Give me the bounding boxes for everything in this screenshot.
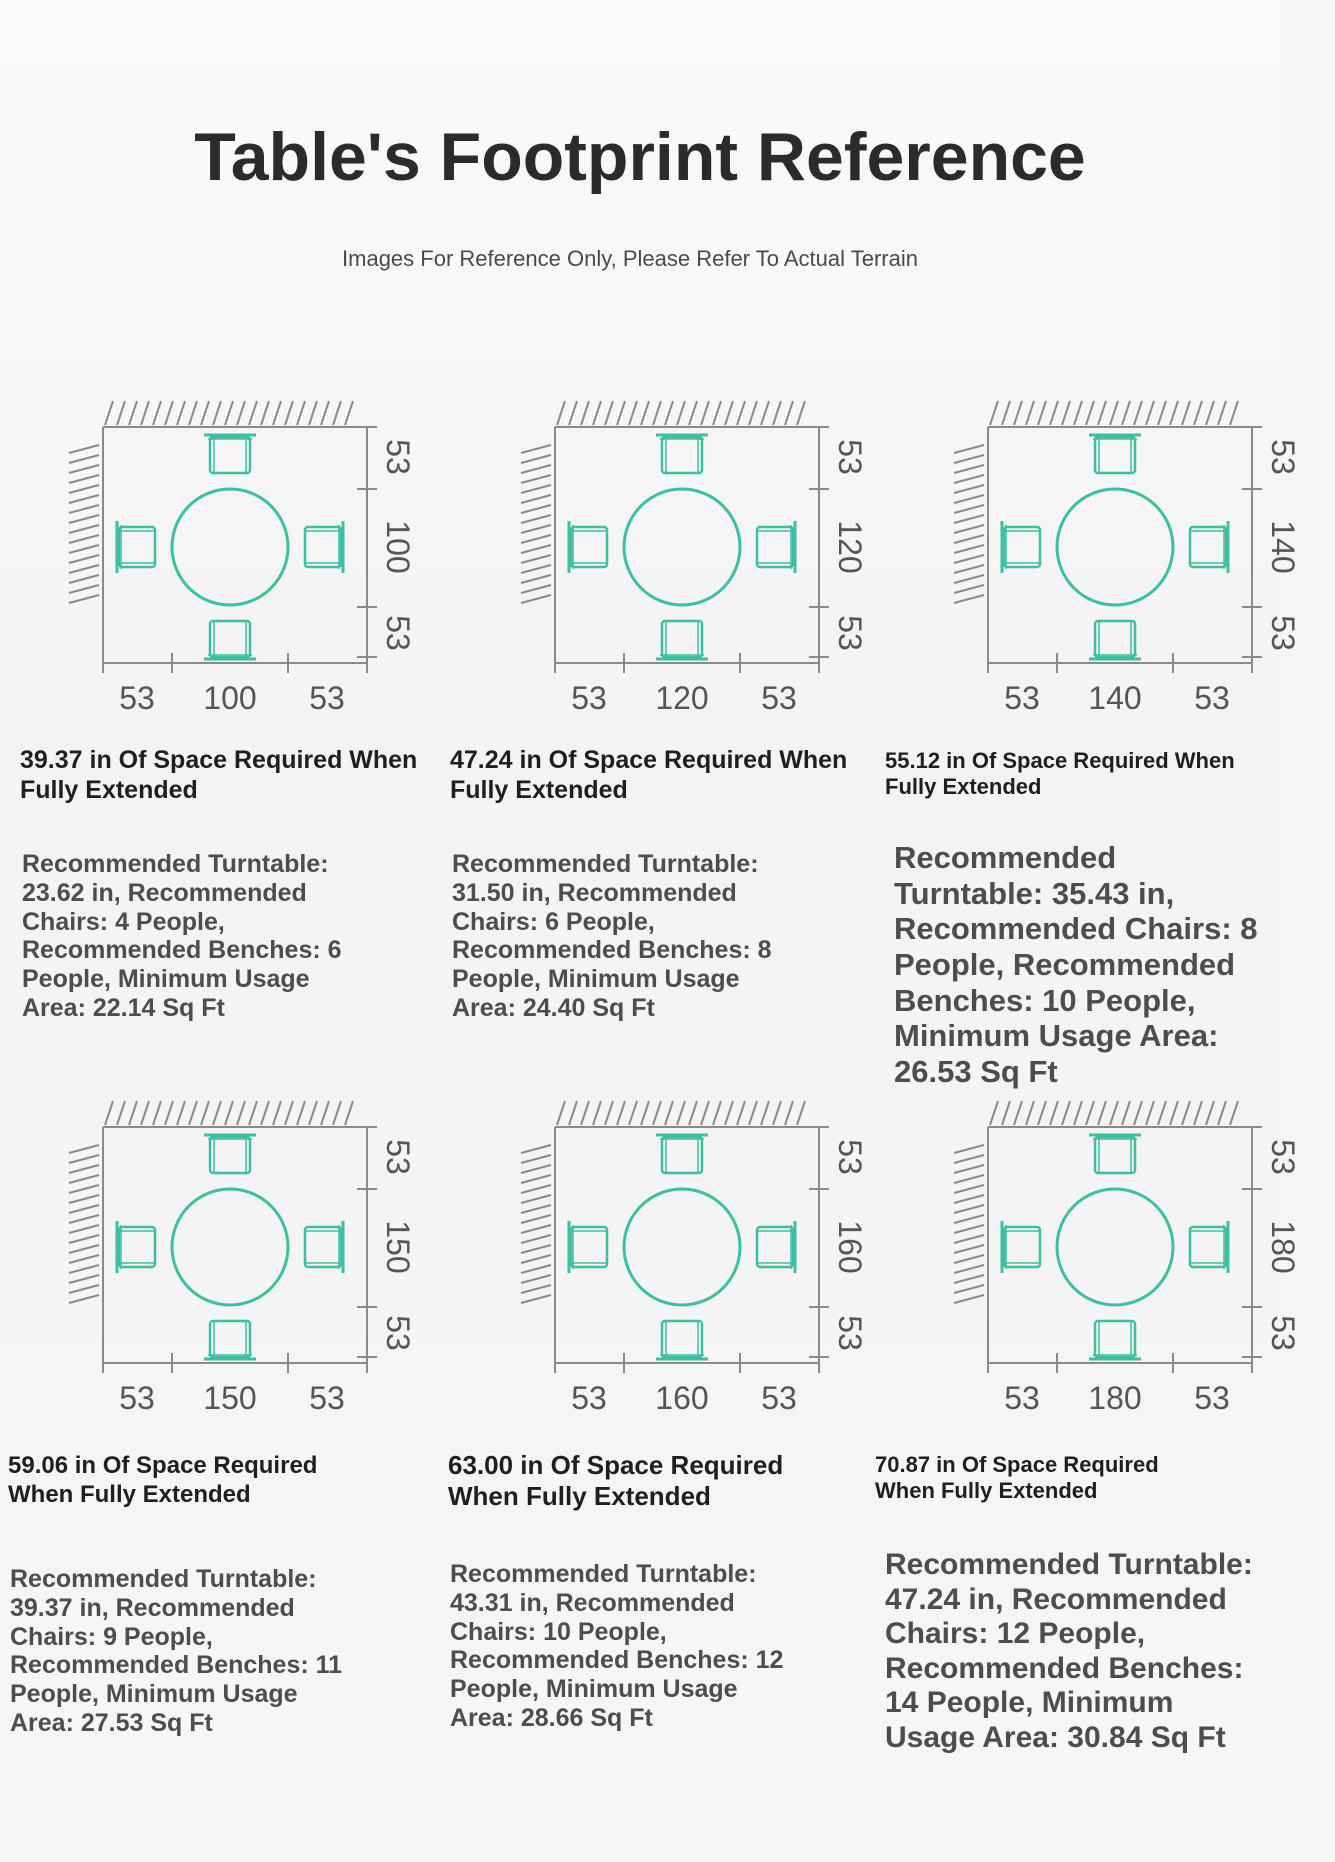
wall-hatch-icon [521,1145,551,1303]
bottom-diameter-label: 150 [203,1380,257,1416]
chair-icon [569,1221,607,1273]
table-layout-diagram [20,395,450,725]
table-layout-diagram [905,395,1335,725]
chair-icon [1089,621,1141,659]
round-table-icon [624,489,740,605]
chair-icon [1002,1221,1040,1273]
round-table-icon [172,1189,288,1305]
chair-icon [117,521,155,573]
chair-icon [204,1321,256,1359]
chair-icon [569,521,607,573]
page-subtitle: Images For Reference Only, Please Refer To Actual Terrain [342,246,918,271]
round-table-icon [1057,489,1173,605]
right-clearance-top-label: 53 [380,439,416,475]
chair-icon [305,1221,343,1273]
wall-hatch-icon [521,445,551,603]
bottom-clearance-right-label: 53 [1194,1380,1230,1416]
round-table-icon [172,489,288,605]
space-required-text: 39.37 in Of Space Required When Fully Extended [20,746,418,804]
table-layout-diagram [20,1095,450,1425]
chair-icon [1089,1321,1141,1359]
right-diameter-label: 120 [832,520,868,574]
wall-hatch-icon [69,445,99,603]
chair-icon [1190,1221,1228,1273]
recommendation-text: Recommended Turntable: 35.43 in, Recommended Chairs: 8 People, Recommended Benches: 10 People, Minimum Usage Area: 26.53 Sq Ft [894,840,1258,1089]
chair-icon [204,621,256,659]
bottom-clearance-right-label: 53 [761,1380,797,1416]
wall-hatch-icon [990,1101,1238,1125]
right-diameter-label: 160 [832,1220,868,1274]
right-clearance-top-label: 53 [832,1139,868,1175]
space-required-text: 47.24 in Of Space Required When Fully Extended [450,746,848,804]
wall-hatch-icon [557,1101,805,1125]
table-layout-diagram [472,395,902,725]
chair-icon [757,521,795,573]
chair-icon [204,435,256,473]
chair-icon [1089,435,1141,473]
chair-icon [656,435,708,473]
bottom-clearance-left-label: 53 [571,1380,607,1416]
chair-icon [757,1221,795,1273]
right-clearance-bottom-label: 53 [380,1315,416,1351]
chair-icon [656,1135,708,1173]
right-clearance-top-label: 53 [380,1139,416,1175]
recommendation-text: Recommended Turntable: 23.62 in, Recommended Chairs: 4 People, Recommended Benches: 6 People, Minimum Usage Area: 22.14 Sq Ft [22,850,342,1022]
recommendation-text: Recommended Turntable: 43.31 in, Recommended Chairs: 10 People, Recommended Benches: 12 People, Minimum Usage Area: 28.66 Sq Ft [450,1560,784,1732]
right-clearance-top-label: 53 [1265,1139,1301,1175]
right-diameter-label: 180 [1265,1220,1301,1274]
chair-icon [117,1221,155,1273]
bottom-clearance-right-label: 53 [309,680,345,716]
chair-icon [656,1321,708,1359]
bottom-clearance-left-label: 53 [1004,1380,1040,1416]
recommendation-text: Recommended Turntable: 39.37 in, Recommended Chairs: 9 People, Recommended Benches: 11 People, Minimum Usage Area: 27.53 Sq Ft [10,1565,343,1737]
bottom-diameter-label: 100 [203,680,257,716]
round-table-icon [1057,1189,1173,1305]
right-diameter-label: 140 [1265,520,1301,574]
round-table-icon [624,1189,740,1305]
space-required-text: 59.06 in Of Space Required When Fully Extended [8,1452,318,1508]
wall-hatch-icon [557,401,805,425]
recommendation-text: Recommended Turntable: 31.50 in, Recommended Chairs: 6 People, Recommended Benches: 8 People, Minimum Usage Area: 24.40 Sq Ft [452,850,772,1022]
right-clearance-bottom-label: 53 [832,1315,868,1351]
table-layout-diagram [472,1095,902,1425]
space-required-text: 55.12 in Of Space Required When Fully Extended [885,748,1235,800]
table-layout-diagram [905,1095,1335,1425]
wall-hatch-icon [990,401,1238,425]
space-required-text: 63.00 in Of Space Required When Fully Extended [448,1450,784,1512]
bottom-clearance-right-label: 53 [761,680,797,716]
wall-hatch-icon [105,1101,353,1125]
bottom-diameter-label: 140 [1088,680,1142,716]
bottom-clearance-right-label: 53 [1194,680,1230,716]
recommendation-text: Recommended Turntable: 47.24 in, Recommended Chairs: 12 People, Recommended Benches: 14 People, Minimum Usage Area: 30.84 Sq Ft [885,1548,1253,1754]
right-clearance-bottom-label: 53 [380,615,416,651]
wall-hatch-icon [105,401,353,425]
bottom-diameter-label: 180 [1088,1380,1142,1416]
right-clearance-top-label: 53 [832,439,868,475]
wall-hatch-icon [954,445,984,603]
page-title: Table's Footprint Reference [194,119,1086,195]
wall-hatch-icon [954,1145,984,1303]
bottom-clearance-left-label: 53 [119,680,155,716]
right-clearance-top-label: 53 [1265,439,1301,475]
bottom-diameter-label: 120 [655,680,709,716]
chair-icon [1089,1135,1141,1173]
bottom-diameter-label: 160 [655,1380,709,1416]
wall-hatch-icon [69,1145,99,1303]
space-required-text: 70.87 in Of Space Required When Fully Extended [875,1452,1159,1504]
bottom-clearance-left-label: 53 [571,680,607,716]
chair-icon [1002,521,1040,573]
right-clearance-bottom-label: 53 [832,615,868,651]
right-clearance-bottom-label: 53 [1265,1315,1301,1351]
chair-icon [656,621,708,659]
bottom-clearance-right-label: 53 [309,1380,345,1416]
right-clearance-bottom-label: 53 [1265,615,1301,651]
bottom-clearance-left-label: 53 [119,1380,155,1416]
chair-icon [204,1135,256,1173]
bottom-clearance-left-label: 53 [1004,680,1040,716]
chair-icon [305,521,343,573]
right-diameter-label: 100 [380,520,416,574]
right-diameter-label: 150 [380,1220,416,1274]
chair-icon [1190,521,1228,573]
